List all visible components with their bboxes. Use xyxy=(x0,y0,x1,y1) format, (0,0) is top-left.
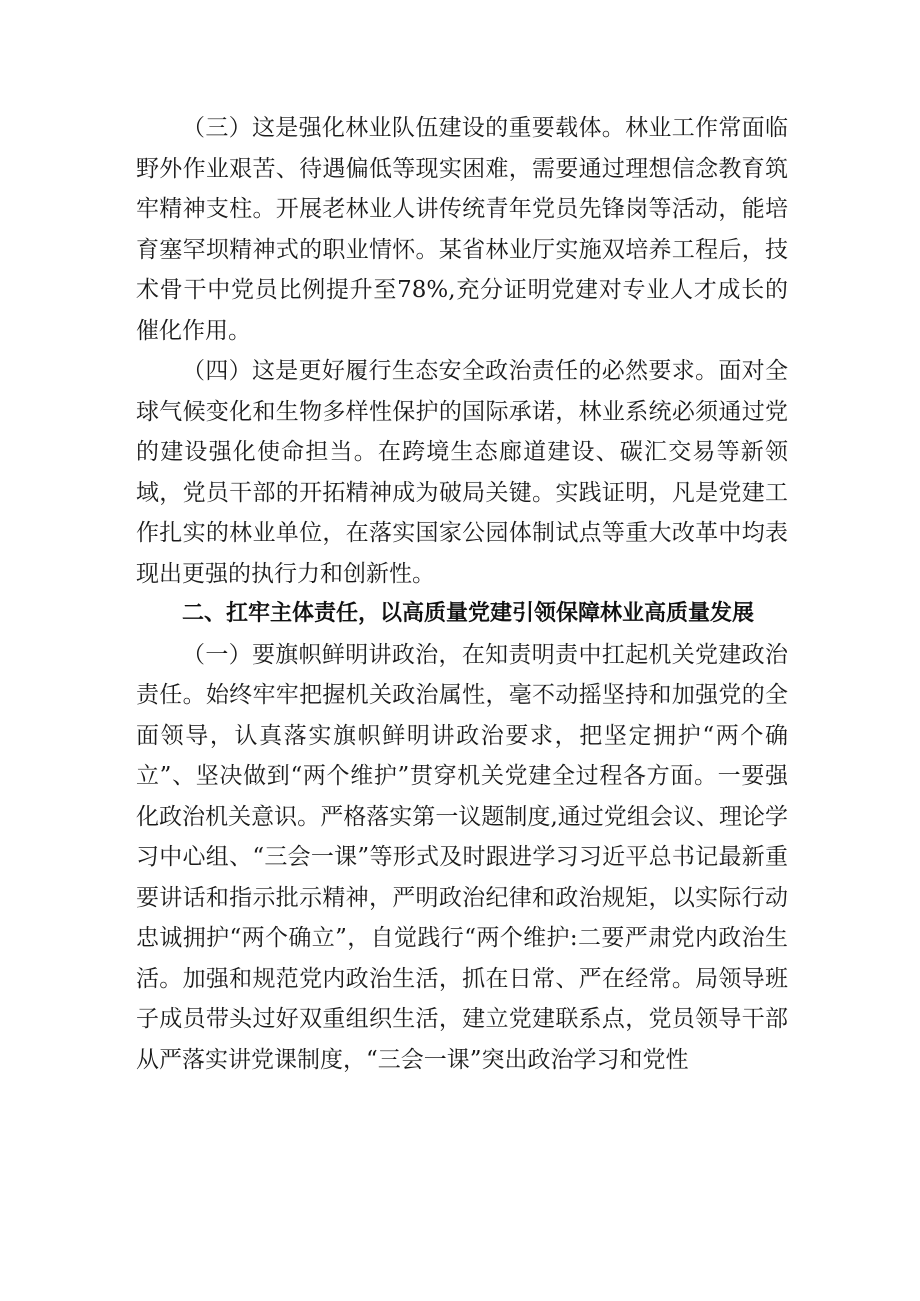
section-heading: 二、扛牢主体责任，以高质量党建引领保障林业高质量发展 xyxy=(182,601,755,626)
paragraph-1: （一）要旗帜鲜明讲政治，在知责明责中扛起机关党建政治责任。始终牢牢把握机关政治属性，毫不动摇坚持和加强党的全面领导，认真落实旗帜鲜明讲政治要求，把坚定拥护“两个确立”、坚决做到“两个维护”贯穿机关党建全过程各方面。一要强化政治机关意识。严格落实第一议题制度,通过党组会议、理论学习中心组、“三会一课”等形式及时跟进学习习近平总书记最新重要讲话和指示批示精神，严明政治纪律和政治规矩，以实际行动忠诚拥护“两个确立”，自觉践行“两个维护:二要严肃党内政治生活。加强和规范党内政治生活，抓在日常、严在经常。局领导班子成员带头过好双重组织生活，建立党建联系点，党员领导干部从严落实讲党课制度，“三会一课”突出政治学习和党性 xyxy=(136,641,788,1073)
document-page xyxy=(136,108,788,1080)
paragraph-3: （三）这是强化林业队伍建设的重要载体。林业工作常面临野外作业艰苦、待遇偏低等现实困难，需要通过理想信念教育筑牢精神支柱。开展老林业人讲传统青年党员先锋岗等活动，能培育塞罕坝精神式的职业情怀。某省林业厅实施双培养工程后，技术骨干中党员比例提升至78%,充分证明党建对专业人才成长的催化作用。 xyxy=(136,115,788,344)
paragraph-4: （四）这是更好履行生态安全政治责任的必然要求。面对全球气候变化和生物多样性保护的国际承诺，林业系统必须通过党的建设强化使命担当。在跨境生态廊道建设、碳汇交易等新领域，党员干部的开拓精神成为破局关键。实践证明，凡是党建工作扎实的林业单位，在落实国家公园体制试点等重大改革中均表现出更强的执行力和创新性。 xyxy=(136,358,788,587)
